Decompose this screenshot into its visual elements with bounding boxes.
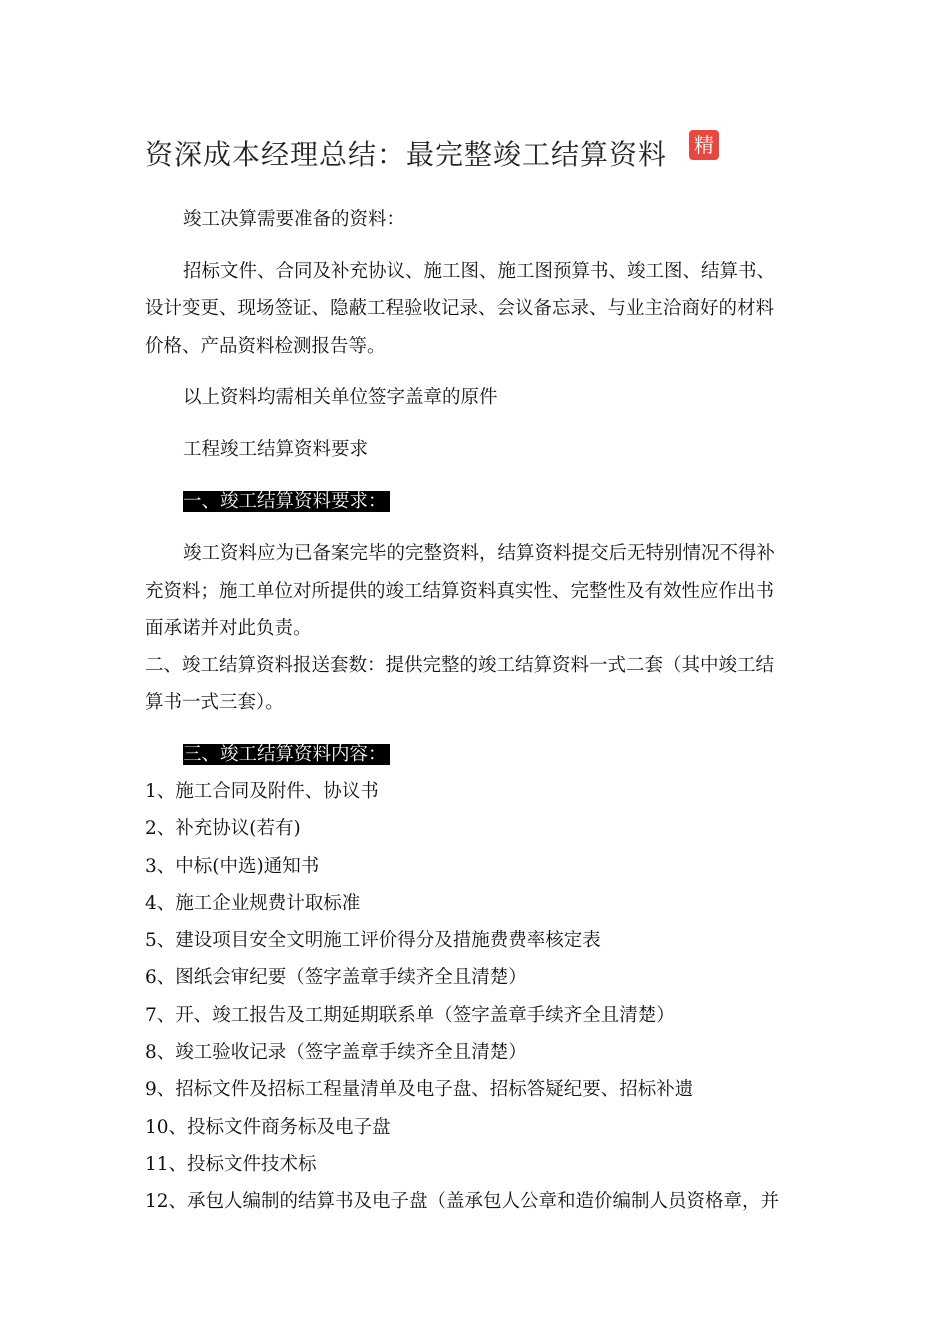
section-1-heading [183, 490, 838, 514]
intro-list-line: 设计变更、现场签证、隐蔽工程验收记录、会议备忘录、与业主洽商好的材料 [145, 298, 775, 319]
intro-heading: 竣工决算需要准备的资料： [183, 209, 406, 230]
list-item: 4、施工企业规费计取标准 [145, 893, 361, 914]
list-item: 11、投标文件技术标 [145, 1154, 317, 1175]
stamp-note: 以上资料均需相关单位签字盖章的原件 [183, 387, 498, 408]
list-item: 5、建设项目安全文明施工评价得分及措施费费率核定表 [145, 930, 601, 951]
list-item: 12、承包人编制的结算书及电子盘（盖承包人公章和造价编制人员资格章，并 [145, 1191, 780, 1212]
intro-list-line: 价格、产品资料检测报告等。 [145, 336, 386, 357]
section-2-line: 算书一式三套）。 [145, 692, 284, 713]
list-item: 10、投标文件商务标及电子盘 [145, 1117, 391, 1138]
section-2-line: 二、竣工结算资料报送套数：提供完整的竣工结算资料一式二套（其中竣工结 [145, 655, 775, 676]
list-item: 7、开、竣工报告及工期延期联系单（签字盖章手续齐全且清楚） [145, 1005, 675, 1026]
list-item: 9、招标文件及招标工程量清单及电子盘、招标答疑纪要、招标补遗 [145, 1079, 694, 1100]
intro-list-line: 招标文件、合同及补充协议、施工图、施工图预算书、竣工图、结算书、 [183, 261, 776, 282]
section-3-heading-text: 三、竣工结算资料内容： [183, 744, 390, 765]
list-item: 1、施工合同及附件、协议书 [145, 781, 379, 802]
section-3-heading [183, 743, 838, 767]
section-1-body-line: 充资料；施工单位对所提供的竣工结算资料真实性、完整性及有效性应作出书 [145, 581, 775, 602]
featured-badge: 精 [689, 130, 719, 160]
section-1-body-line: 竣工资料应为已备案完毕的完整资料，结算资料提交后无特别情况不得补 [183, 543, 776, 564]
page-title: 资深成本经理总结：最完整竣工结算资料 [145, 138, 668, 171]
requirements-heading: 工程竣工结算资料要求 [183, 439, 369, 460]
list-item: 2、补充协议(若有) [145, 818, 301, 839]
section-1-body-line: 面承诺并对此负责。 [145, 618, 312, 639]
list-item: 8、竣工验收记录（签字盖章手续齐全且清楚） [145, 1042, 527, 1063]
section-1-heading-text: 一、竣工结算资料要求： [183, 491, 390, 512]
list-item: 3、中标(中选)通知书 [145, 856, 320, 877]
list-item: 6、图纸会审纪要（签字盖章手续齐全且清楚） [145, 967, 527, 988]
